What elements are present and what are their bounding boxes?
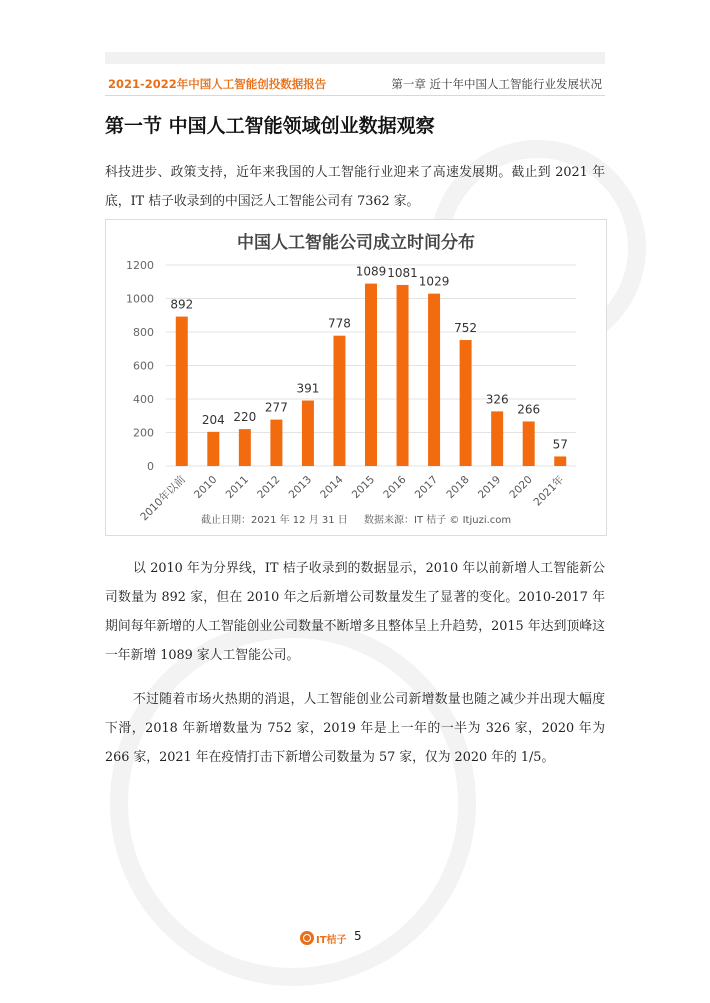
y-tick-label-1: 200 [133,426,154,440]
x-tick-label-2: 2011 [223,473,251,502]
chart-title: 中国人工智能公司成立时间分布 [237,233,475,253]
x-tick-label-11: 2020 [507,473,535,502]
data-label-0: 892 [170,297,194,312]
bar-6 [365,284,377,466]
y-tick-label-3: 600 [133,359,154,373]
y-tick-label-6: 1200 [126,259,154,272]
bar-5 [333,336,345,466]
footer-logo-text: IT桔子 [316,935,347,946]
paragraph-decline: 不过随着市场火热期的消退，人工智能创业公司新增数量也随之减少并出现大幅度下滑，2018 年新增数量为 752 家，2019 年是上一年的一半为 326 家，2020 年为 266 家，2021 年在疫情打击下新增公司数量为 57 家，仅为 2020 年的 1/5。 [105,692,605,765]
chart-container [105,219,607,536]
x-tick-label-6: 2015 [349,473,378,502]
data-label-1: 204 [201,412,225,427]
bar-0 [176,317,188,466]
bar-4 [302,401,314,466]
paragraph-intro: 科技进步、政策支持，近年来我国的人工智能行业迎来了高速发展期。截止到 2021 年底，IT 桔子收录到的中国泛人工智能公司有 7362 家。 [105,165,605,209]
itjuzi-logo-icon [300,931,314,945]
header-divider [105,95,605,96]
x-tick-label-4: 2013 [286,473,315,502]
data-label-2: 220 [233,410,257,425]
data-label-11: 266 [517,402,541,417]
bar-8 [428,294,440,466]
data-label-4: 391 [296,381,320,396]
bar-12 [554,456,566,466]
bars-layer [176,284,566,466]
x-tick-label-1: 2010 [192,473,220,502]
data-label-8: 1029 [418,274,450,289]
x-tick-label-0: 2010年以前 [138,473,188,524]
section-title: 第一节 中国人工智能领域创业数据观察 [105,115,435,137]
top-band [105,52,605,64]
data-label-12: 57 [552,437,568,452]
paragraph-analysis: 以 2010 年为分界线，IT 桔子收录到的数据显示，2010 年以前新增人工智能新公司数量为 892 家，但在 2010 年之后新增公司数量发生了显著的变化。2010-2017 年期间每年新增的人工智能创业公司数量不断增多且整体呈上升趋势，2015 年达到顶峰这一年新增 1089 家人工智能公司。 [105,561,605,663]
bar-2 [239,429,251,466]
chart-note-date: 截止日期：2021 年 12 月 31 日 [201,515,348,526]
x-tick-label-5: 2014 [318,473,346,502]
chart-note-source: 数据来源：IT 桔子 © Itjuzi.com [364,515,512,526]
chapter-title: 第一章 近十年中国人工智能行业发展状况 [391,77,602,91]
data-label-3: 277 [264,400,288,415]
x-tick-label-7: 2016 [381,473,409,502]
bar-9 [460,340,472,466]
y-tick-label-0: 0 [147,460,154,473]
bar-11 [523,421,535,466]
bar-7 [397,285,409,466]
x-tick-label-8: 2017 [412,473,441,502]
page-number: 5 [354,929,362,943]
data-label-7: 1081 [387,265,418,280]
page-footer [0,928,710,948]
x-tick-label-3: 2012 [255,473,283,502]
y-tick-label-4: 800 [133,326,154,339]
x-tick-label-10: 2019 [475,473,504,502]
x-tick-label-9: 2018 [444,473,472,502]
y-tick-label-2: 400 [133,393,154,406]
bar-3 [270,420,282,466]
bar-10 [491,411,503,466]
data-label-9: 752 [454,321,478,336]
data-label-10: 326 [485,392,509,407]
report-title: 2021-2022年中国人工智能创投数据报告 [108,77,327,91]
bar-chart [106,220,606,535]
bar-1 [207,432,219,466]
x-tick-label-12: 2021年 [531,473,567,509]
data-label-6: 1089 [355,264,387,279]
y-tick-label-5: 1000 [126,292,154,306]
data-label-5: 778 [328,316,351,331]
